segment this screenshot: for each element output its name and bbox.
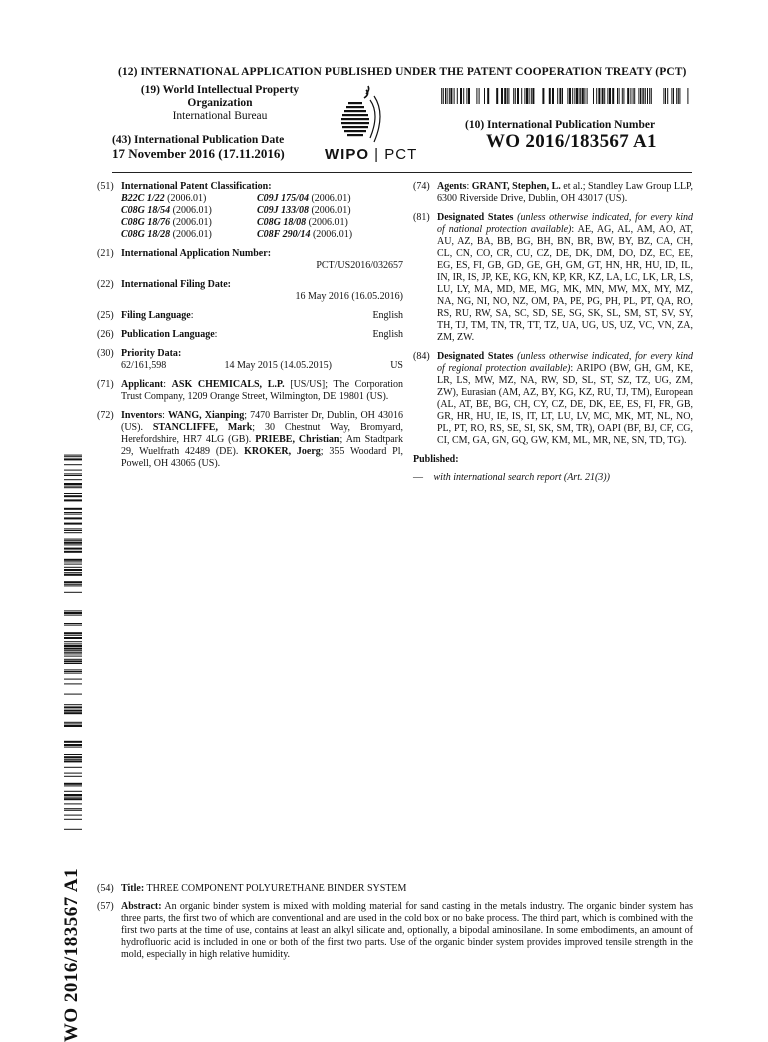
barcode-bar <box>524 88 525 104</box>
inventor-address: ; 355 Woodard Pl, Powell, OH 43065 (US). <box>121 446 403 469</box>
field-label: Designated States <box>437 351 514 362</box>
field-84-regional-states <box>413 351 693 447</box>
field-30-priority-data: (30) Priority Data: 62/161,598 14 May 2015 (14.05.2015) US <box>97 348 403 371</box>
barcode-bar <box>64 652 82 653</box>
barcode-bar <box>643 88 644 104</box>
ipc-code: C08G 18/28 (2006.01) <box>121 229 212 240</box>
barcode-bar <box>64 615 82 616</box>
barcode-bar <box>623 88 624 104</box>
barcode-bar <box>64 559 82 561</box>
wipo-pct-wordmark <box>325 146 417 163</box>
barcode-bar <box>441 88 442 104</box>
priority-date: 14 May 2015 (14.05.2015) <box>224 360 332 371</box>
barcode-bar <box>64 648 82 650</box>
barcode-bar <box>64 810 82 811</box>
barcode-bar <box>559 88 561 104</box>
barcode-bar <box>679 88 680 104</box>
priority-application: 62/161,598 <box>121 360 167 371</box>
barcode-bar <box>64 483 82 485</box>
field-21-application-number: (21) International Application Number: PCT/US2016/032657 <box>97 248 403 271</box>
barcode-bar <box>64 783 82 785</box>
barcode-bar <box>569 88 571 104</box>
barcode-bar <box>645 88 646 104</box>
applicant-name: ASK CHEMICALS, L.P. <box>171 379 285 390</box>
field-22-filing-date: (22) International Filing Date: 16 May 2016 (16.05.2016) <box>97 279 403 302</box>
barcode-bar <box>443 88 444 104</box>
barcode-bar <box>676 88 677 104</box>
barcode-bar <box>445 88 446 104</box>
barcode-bar <box>64 637 82 639</box>
barcode-bar <box>64 470 82 471</box>
inventor-name: WANG, Xianping <box>168 410 245 421</box>
barcode-bar <box>64 567 82 568</box>
barcode-bar <box>460 88 462 104</box>
barcode-bar <box>64 508 82 510</box>
barcode-bar <box>64 528 82 529</box>
barcode-bar <box>64 760 82 762</box>
barcode-bar <box>449 88 450 104</box>
barcode-bar <box>630 88 631 104</box>
barcode-bar <box>604 88 605 104</box>
barcode-bar <box>64 612 82 614</box>
barcode-bar <box>673 88 674 104</box>
field-number: (51) <box>97 181 114 192</box>
vertical-publication-number-text: WO 2016/183567 A1 <box>61 867 82 1042</box>
barcode-bar <box>667 88 668 104</box>
priority-country: US <box>390 360 403 371</box>
barcode-bar <box>663 88 664 104</box>
barcode-bar <box>64 710 82 712</box>
barcode-bar <box>64 815 82 816</box>
priority-row <box>121 360 403 372</box>
barcode-bar <box>64 585 82 586</box>
side-barcode <box>64 452 82 832</box>
barcode-bar <box>64 776 82 777</box>
barcode-bar <box>587 88 588 104</box>
barcode-bar <box>64 548 82 550</box>
barcode-bar <box>574 88 575 104</box>
barcode-bar <box>549 88 551 104</box>
vertical-publication-number <box>58 867 86 1042</box>
barcode-bar <box>64 512 82 513</box>
inventor-name: PRIEBE, Christian <box>255 434 340 445</box>
barcode-bar <box>607 88 608 104</box>
field-number: (72) <box>97 410 114 421</box>
field-number: (71) <box>97 379 114 390</box>
field-label: Title <box>121 883 141 894</box>
barcode-bar <box>633 88 634 104</box>
publication-date-label: (43) International Publication Date <box>112 134 285 146</box>
organization-name: (19) World Intellectual Property <box>140 84 300 96</box>
designation-note: (unless otherwise indicated, for every kind of national protection available) <box>437 212 693 235</box>
published-note: with international search report (Art. 21(3)) <box>433 472 610 483</box>
barcode-bar <box>64 794 82 796</box>
barcode-bar <box>64 584 82 585</box>
invention-title: THREE COMPONENT POLYURETHANE BINDER SYSTEM <box>146 883 407 894</box>
barcode-bar <box>64 623 82 624</box>
field-label: International Application Number <box>121 248 268 259</box>
ipc-code: C08G 18/76 (2006.01) <box>121 217 212 228</box>
barcode-bar <box>64 514 82 515</box>
field-number: (22) <box>97 279 114 290</box>
barcode-bar <box>582 88 584 104</box>
barcode-bar <box>487 88 489 104</box>
barcode-bar <box>64 530 82 531</box>
applicant-details: [US/US]; The Corporation Trust Company, 1209 Orange Street, Wilmington, DE 19801 (US). <box>121 379 404 402</box>
barcode-bar <box>468 88 470 104</box>
barcode-bar <box>64 756 82 758</box>
regional-states-list: : ARIPO (BW, GH, GM, KE, LR, LS, MW, MZ, NA, RW, SD, SL, ST, SZ, TZ, UG, ZM, ZW), Eurasian (AM, AZ, BY, KG, KZ, RU, TJ, TM), European (AL, AT, BE, BG, CH, CY, CZ, DE, DK, EE, ES, FI, FR, GB, GR, HR, HU, IE, IS, IT, LT, LU, LV, MC, MK, MT, NL, NO, PL, PT, RO, RS, SE, SI, SK, SM, TR), OAPI (BF, BJ, CF, CG, CI, CM, GA, GN, GQ, GW, KM, ML, MR, NE, SN, TD, TG). <box>437 363 694 446</box>
barcode-bar <box>64 632 82 634</box>
ipc-code-grid <box>121 193 403 241</box>
barcode-bar <box>612 88 614 104</box>
organization-block <box>120 84 320 123</box>
barcode-bar <box>64 643 82 644</box>
field-number: (57) <box>97 901 114 912</box>
barcode-bar <box>64 473 82 474</box>
barcode-bar <box>64 532 82 533</box>
field-25-filing-language: (25) Filing Language: English <box>97 310 403 321</box>
barcode-bar <box>531 88 532 104</box>
barcode-bar <box>64 663 82 664</box>
barcode-bar <box>450 88 452 104</box>
barcode-bar <box>64 741 82 743</box>
field-label: Abstract <box>121 901 159 912</box>
field-label: Inventors <box>121 410 163 421</box>
title-abstract-section <box>97 883 693 967</box>
barcode-bar <box>572 88 573 104</box>
barcode-bar <box>466 88 467 104</box>
inventor-name: STANCLIFFE, Mark <box>152 422 253 433</box>
agent-name: GRANT, Stephen, L. <box>471 181 561 192</box>
barcode-bar <box>609 88 611 104</box>
barcode-bar <box>64 744 82 746</box>
barcode-bar <box>64 747 82 748</box>
barcode-bar <box>508 88 509 104</box>
designation-note: (unless otherwise indicated, for every kind of regional protection available) <box>437 351 693 374</box>
barcode-bar <box>634 88 635 104</box>
pct-word: PCT <box>384 146 418 163</box>
barcode-bar <box>627 88 629 104</box>
barcode-bar <box>476 88 477 104</box>
barcode-bar <box>64 493 82 494</box>
publication-number: WO 2016/183567 A1 <box>486 131 657 152</box>
barcode-bar <box>529 88 530 104</box>
barcode-bar <box>526 88 528 104</box>
top-barcode <box>437 88 689 104</box>
inventor-address: ; 30 Chestnut Way, Bromyard, Herefordshire, HR7 4LG (GB). <box>121 422 403 445</box>
barcode-bar <box>678 88 679 104</box>
barcode-bar <box>567 88 568 104</box>
barcode-bar <box>64 635 82 636</box>
application-number-value: PCT/US2016/032657 <box>316 260 403 271</box>
barcode-bar <box>64 694 82 695</box>
field-81-designated-states <box>413 212 693 344</box>
barcode-bar <box>64 704 82 705</box>
wipo-logo-icon <box>330 80 390 144</box>
inventor-name: KROKER, Joerg <box>244 446 321 457</box>
barcode-bar <box>64 523 82 525</box>
barcode-bar <box>64 712 82 714</box>
barcode-bar <box>649 88 650 104</box>
barcode-bar <box>64 572 82 573</box>
barcode-bar <box>64 592 82 593</box>
barcode-bar <box>647 88 648 104</box>
inventor-address: ; Am Stadtpark 29, Wuelfrath 42489 (DE). <box>121 434 404 457</box>
barcode-bar <box>64 517 82 519</box>
barcode-bar <box>64 656 82 657</box>
barcode-bar <box>64 803 82 804</box>
bibliographic-right-column <box>413 181 693 484</box>
ipc-code: C08G 18/54 (2006.01) <box>121 205 212 216</box>
barcode-bar <box>64 581 82 583</box>
barcode-bar <box>671 88 672 104</box>
barcode-bar <box>64 829 82 830</box>
field-label: Filing Language <box>121 310 191 321</box>
field-label: Agents <box>437 181 467 192</box>
filing-date-value: 16 May 2016 (16.05.2016) <box>295 291 403 302</box>
barcode-bar <box>64 653 82 654</box>
field-label: Designated States <box>437 212 514 223</box>
publication-language-value: English <box>372 329 403 340</box>
barcode-bar <box>617 88 618 104</box>
barcode-bar <box>447 88 448 104</box>
barcode-bar <box>64 479 82 480</box>
barcode-bar <box>552 88 554 104</box>
barcode-bar <box>64 722 82 723</box>
barcode-bar <box>64 759 82 760</box>
barcode-bar <box>579 88 580 104</box>
bibliographic-left-column <box>97 181 403 477</box>
document-type-heading: (12) INTERNATIONAL APPLICATION PUBLISHED UNDER THE PATENT COOPERATION TREATY (PCT) <box>118 66 687 78</box>
ipc-code: C08G 18/08 (2006.01) <box>257 217 348 228</box>
barcode-bar <box>64 487 82 488</box>
barcode-bar <box>463 88 464 104</box>
barcode-bar <box>64 458 82 460</box>
barcode-bar <box>622 88 623 104</box>
field-51-ipc: (51) International Patent Classification: B22C 1/22 (2006.01) C09J 175/04 (2006.01) C08G 18/54 (2006.01) C09J 133/08 (2006.01) C08G 18/76 (2006.01) C08G 18/08 (2006.01) C08G 18/28 (2006.01) C08F 290/14 (2006.01) <box>97 181 403 241</box>
field-label: International Patent Classification <box>121 181 269 192</box>
barcode-bar <box>598 88 600 104</box>
barcode-bar <box>64 706 82 708</box>
barcode-bar <box>64 723 82 724</box>
field-label: Priority Data <box>121 348 178 359</box>
barcode-bar <box>64 650 82 651</box>
barcode-bar <box>640 88 641 104</box>
barcode-bar <box>64 671 82 672</box>
published-section: Published: — with international search report (Art. 21(3)) <box>413 454 610 483</box>
field-number: (26) <box>97 329 114 340</box>
barcode-bar <box>64 798 82 800</box>
barcode-bar <box>454 88 455 104</box>
barcode-bar <box>484 88 485 104</box>
barcode-bar <box>64 464 82 465</box>
barcode-bar <box>64 561 82 562</box>
barcode-bar <box>557 88 558 104</box>
barcode-bar <box>64 544 82 545</box>
barcode-bar <box>64 659 82 660</box>
field-number: (74) <box>413 181 430 192</box>
field-number: (30) <box>97 348 114 359</box>
barcode-bar <box>64 540 82 541</box>
barcode-bar <box>64 564 82 565</box>
barcode-bar <box>479 88 480 104</box>
barcode-bar <box>517 88 519 104</box>
barcode-bar <box>507 88 508 104</box>
barcode-bar <box>64 645 82 647</box>
barcode-bar <box>457 88 458 104</box>
barcode-bar <box>64 569 82 571</box>
wordmark-separator: | <box>374 146 380 163</box>
barcode-bar <box>619 88 620 104</box>
barcode-bar <box>504 88 506 104</box>
barcode-bar <box>64 475 82 476</box>
publication-date-value: 17 November 2016 (17.11.2016) <box>112 146 285 161</box>
organization-name-2: Organization <box>187 97 253 109</box>
field-number: (84) <box>413 351 430 362</box>
barcode-bar <box>576 88 578 104</box>
barcode-bar <box>64 785 82 786</box>
barcode-bar <box>64 499 82 501</box>
field-label: Publication Language <box>121 329 215 340</box>
barcode-bar <box>64 767 82 768</box>
barcode-bar <box>64 456 82 457</box>
barcode-bar <box>64 791 82 792</box>
inventor-address: ; 7470 Barrister Dr, Dublin, OH 43016 (US). <box>121 410 403 433</box>
barcode-bar <box>64 610 82 611</box>
barcode-bar <box>687 88 688 104</box>
published-label: Published <box>413 454 456 465</box>
barcode-bar <box>64 641 82 642</box>
field-number: (25) <box>97 310 114 321</box>
barcode-bar <box>64 725 82 727</box>
barcode-bar <box>584 88 585 104</box>
barcode-bar <box>64 495 82 497</box>
barcode-bar <box>64 660 82 662</box>
field-number: (54) <box>97 883 114 894</box>
barcode-bar <box>562 88 563 104</box>
ipc-code: C09J 133/08 (2006.01) <box>257 205 351 216</box>
barcode-bar <box>665 88 666 104</box>
barcode-bar <box>64 808 82 809</box>
field-54-title: (54) Title: THREE COMPONENT POLYURETHANE BINDER SYSTEM <box>97 883 407 894</box>
ipc-code: B22C 1/22 (2006.01) <box>121 193 207 204</box>
barcode-bar <box>532 88 534 104</box>
field-number: (81) <box>413 212 430 223</box>
barcode-bar <box>64 574 82 576</box>
barcode-bar <box>596 88 597 104</box>
barcode-bar <box>521 88 522 104</box>
publication-date-block <box>112 133 285 161</box>
barcode-bar <box>496 88 498 104</box>
barcode-bar <box>593 88 594 104</box>
national-states-list: : AE, AG, AL, AM, AO, AT, AU, AZ, BA, BB, BG, BH, BN, BR, BW, BY, BZ, CA, CH, CL, CN, CO, CR, CU, CZ, DE, DK, DM, DO, DZ, EC, EE, EG, ES, FI, GB, GD, GE, GH, GM, GT, HN, HR, HU, ID, IL, IN, IR, IS, JP, KE, KG, KN, KP, KR, KZ, LA, LC, LK, LR, LS, LU, LY, MA, MD, ME, MG, MK, MN, MW, MX, MY, MZ, NA, NG, NI, NO, NZ, OM, PA, PE, PG, PH, PL, PT, QA, RO, RS, RU, RW, SA, SC, SD, SE, SG, SK, SL, SM, ST, SV, SY, TH, TJ, TM, TN, TR, TT, TZ, UA, UG, US, UZ, VC, VN, ZA, ZM, ZW. <box>437 224 693 343</box>
barcode-bar <box>580 88 581 104</box>
bureau-name: International Bureau <box>172 110 268 122</box>
barcode-bar <box>64 754 82 755</box>
barcode-bar <box>64 542 82 544</box>
barcode-bar <box>64 486 82 487</box>
barcode-bar <box>64 673 82 674</box>
field-26-publication-language: (26) Publication Language: English <box>97 329 403 340</box>
barcode-bar <box>64 669 82 670</box>
field-57-abstract: (57) Abstract: An organic binder system is mixed with molding material for sand casting in the metals industry. The organic binder system has three parts, the first two of which are conventional and are used in the cold box or no bake process. The third part, which is combined with the first two parts at the time of use, contains at least an alkyl silicate and, optionally, a bipodal aminosilane. In some embodiments, an amount of hydrofluoric acid is included in one or both of the first two parts. Use of the organic binder system provides improved tensile strength in the mold, especially in high relative humidity. <box>97 901 693 960</box>
header-divider <box>112 172 692 173</box>
barcode-bar <box>501 88 503 104</box>
barcode-bar <box>64 625 82 626</box>
barcode-bar <box>542 88 544 104</box>
barcode-bar <box>64 819 82 820</box>
barcode-bar <box>64 683 82 684</box>
barcode-bar <box>64 773 82 774</box>
barcode-bar <box>64 679 82 680</box>
barcode-bar <box>64 455 82 456</box>
wipo-word: WIPO <box>325 146 369 163</box>
published-dash: — <box>413 472 423 483</box>
publication-number-label: (10) International Publication Number <box>465 119 656 131</box>
barcode-bar <box>651 88 652 104</box>
agent-details: et al.; Standley Law Group LLP, 6300 Riverside Drive, Dublin, OH 43017 (US). <box>437 181 694 204</box>
filing-language-value: English <box>372 310 403 321</box>
field-number: (21) <box>97 248 114 259</box>
field-71-applicant: (71) Applicant: ASK CHEMICALS, L.P. [US/US]; The Corporation Trust Company, 1209 Orange Street, Wilmington, DE 19801 (US). <box>97 379 404 402</box>
field-label: International Filing Date <box>121 279 228 290</box>
abstract-text: An organic binder system is mixed with molding material for sand casting in the metals industry. The organic binder system has three parts, the first two of which are conventional and are used in the cold box or no bake process. The third part, which is combined with the first two parts at the time of use, contains at least an alkyl silicate and, optionally, a bipodal aminosilane. In some embodiments, an amount of hydrofluoric acid is included in one or both of the first two parts. Use of the organic binder system provides improved tensile strength in the mold, especially in high relative humidity. <box>121 901 693 960</box>
barcode-bar <box>642 88 643 104</box>
barcode-bar <box>638 88 639 104</box>
barcode-bar <box>64 539 82 540</box>
field-72-inventors: (72) Inventors: WANG, Xianping; 7470 Barrister Dr, Dublin, OH 43016 (US). STANCLIFFE, Mark; 30 Chestnut Way, Bromyard, Herefordshire, HR7 4LG (GB). PRIEBE, Christian; Am Stadtpark 29, Wuelfrath 42489 (DE). KROKER, Joerg; 355 Woodard Pl, Powell, OH 43065 (US). <box>97 410 404 469</box>
barcode-bar <box>64 551 82 553</box>
ipc-code: C09J 175/04 (2006.01) <box>257 193 351 204</box>
barcode-bar <box>515 88 516 104</box>
ipc-code: C08F 290/14 (2006.01) <box>257 229 353 240</box>
field-74-agents: (74) Agents: GRANT, Stephen, L. et al.; Standley Law Group LLP, 6300 Riverside Drive, Dublin, OH 43017 (US). <box>413 181 694 204</box>
barcode-bar <box>513 88 514 104</box>
field-label: Applicant <box>121 379 164 390</box>
barcode-bar <box>602 88 604 104</box>
barcode-bar <box>64 797 82 798</box>
